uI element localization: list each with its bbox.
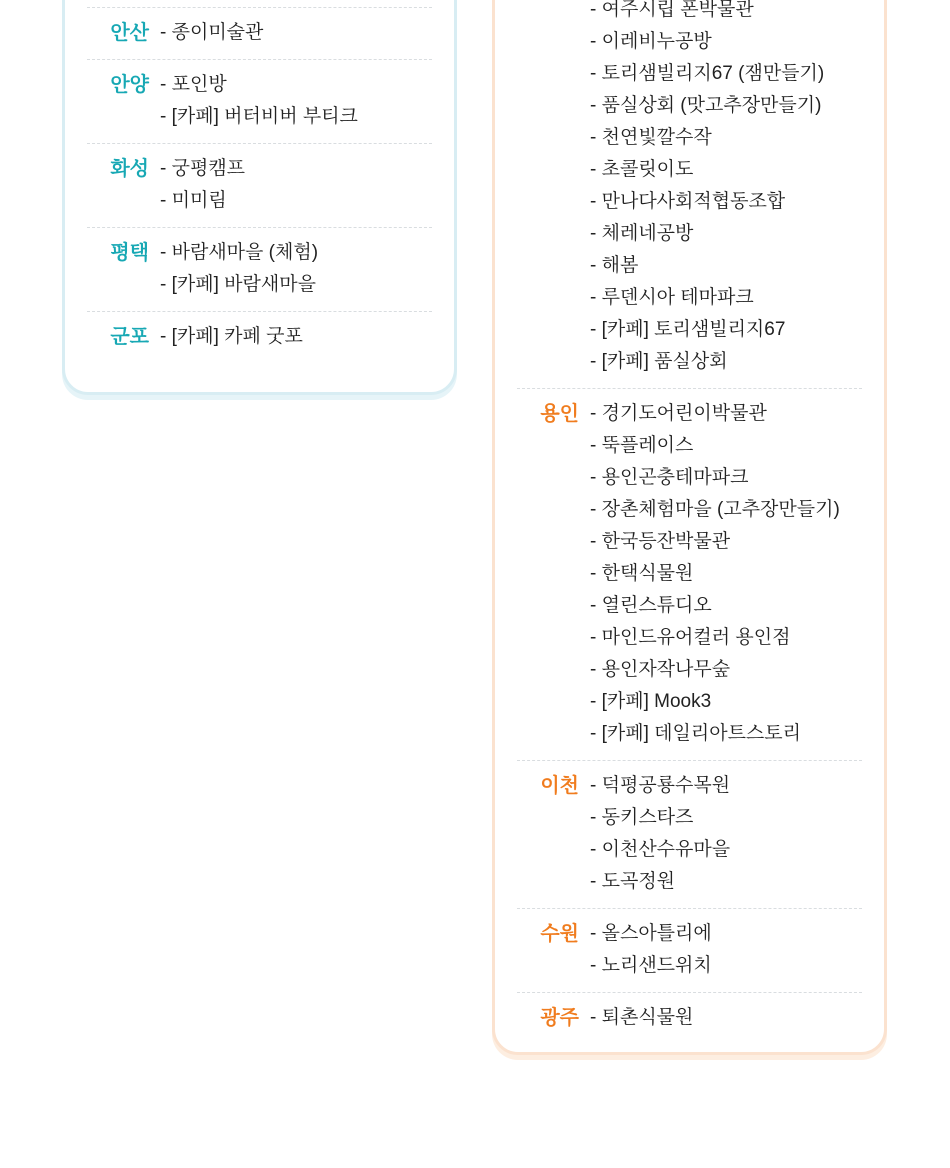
list-item[interactable]: - [카페] 바람새마을	[160, 274, 316, 295]
list-item[interactable]: - 미미림	[160, 190, 227, 211]
left-region-card	[62, 0, 457, 395]
right-region-card	[492, 0, 887, 1055]
list-item[interactable]: - [카페] 카페 굿포	[160, 326, 303, 347]
list-item[interactable]: - 퇴촌식물원	[590, 1007, 694, 1028]
region-group	[87, 143, 432, 227]
list-item[interactable]: - 천연빛깔수작	[590, 127, 712, 148]
region-group	[87, 227, 432, 311]
region-label: 광주	[540, 1007, 579, 1029]
list-item[interactable]: - 노리샌드위치	[590, 955, 712, 976]
list-item[interactable]: - 마인드유어컬러 용인점	[590, 627, 791, 648]
list-item[interactable]: - 도곡정원	[590, 871, 676, 892]
list-item[interactable]: - 덕평공룡수목원	[590, 775, 731, 796]
region-items	[590, 398, 862, 750]
list-item[interactable]: - 초콜릿이도	[590, 159, 694, 180]
list-item[interactable]: - 한국등잔박물관	[590, 531, 731, 552]
region-items	[160, 153, 432, 217]
region-items	[160, 69, 432, 133]
region-group	[517, 992, 862, 1044]
list-item[interactable]: - 이레비누공방	[590, 31, 712, 52]
list-item[interactable]: - 용인곤충테마파크	[590, 467, 749, 488]
region-label: 안산	[110, 22, 149, 44]
region-label: 화성	[110, 158, 149, 180]
list-item[interactable]: - 해봄	[590, 255, 639, 276]
list-item[interactable]: - 여주시립 폰박물관	[590, 0, 754, 20]
region-items	[590, 770, 862, 898]
list-item[interactable]: - 뚝플레이스	[590, 435, 694, 456]
list-item[interactable]: - 경기도어린이박물관	[590, 403, 767, 424]
list-item[interactable]: - 만나다사회적협동조합	[590, 191, 786, 212]
list-item[interactable]: - 열린스튜디오	[590, 595, 712, 616]
list-item[interactable]: - [카페] Mook3	[590, 691, 712, 712]
list-item[interactable]: - 궁평캠프	[160, 158, 246, 179]
list-item[interactable]: - 루덴시아 테마파크	[590, 287, 754, 308]
region-group	[87, 7, 432, 59]
region-group	[87, 311, 432, 363]
region-items	[590, 0, 862, 378]
right-card-content	[495, 0, 884, 1044]
region-group	[87, 59, 432, 143]
list-item[interactable]: - 이천산수유마을	[590, 839, 731, 860]
list-item[interactable]: - [카페] 버터비버 부티크	[160, 106, 358, 127]
list-item[interactable]: - 바람새마을 (체험)	[160, 242, 319, 263]
region-items	[590, 918, 862, 982]
list-item[interactable]: - 체레네공방	[590, 223, 694, 244]
list-item[interactable]: - 올스아틀리에	[590, 923, 712, 944]
region-items	[160, 237, 432, 301]
region-label: 군포	[110, 326, 149, 348]
list-item[interactable]: - 토리샘빌리지67 (잼만들기)	[590, 63, 825, 84]
region-items	[160, 321, 432, 353]
region-label: 수원	[540, 923, 579, 945]
region-group	[517, 760, 862, 908]
region-group	[517, 908, 862, 992]
region-label: 이천	[540, 775, 579, 797]
region-group	[517, 388, 862, 760]
region-label: 평택	[110, 242, 149, 264]
region-items	[160, 17, 432, 49]
region-items	[590, 1002, 862, 1034]
region-label: 용인	[540, 403, 579, 425]
left-card-content	[65, 0, 454, 363]
region-group	[87, 0, 432, 7]
list-item[interactable]: - 품실상회 (맛고추장만들기)	[590, 95, 822, 116]
region-label: 안양	[110, 74, 149, 96]
list-item[interactable]: - 용인자작나무숲	[590, 659, 731, 680]
region-group	[517, 0, 862, 388]
list-item[interactable]: - 한택식물원	[590, 563, 694, 584]
list-item[interactable]: - 종이미술관	[160, 22, 264, 43]
list-item[interactable]: - [카페] 데일리아트스토리	[590, 723, 801, 744]
list-item[interactable]: - 포인방	[160, 74, 227, 95]
list-item[interactable]: - 동키스타즈	[590, 807, 694, 828]
list-item[interactable]: - 장촌체험마을 (고추장만들기)	[590, 499, 840, 520]
list-item[interactable]: - [카페] 토리샘빌리지67	[590, 319, 786, 340]
list-item[interactable]: - [카페] 품실상회	[590, 351, 728, 372]
